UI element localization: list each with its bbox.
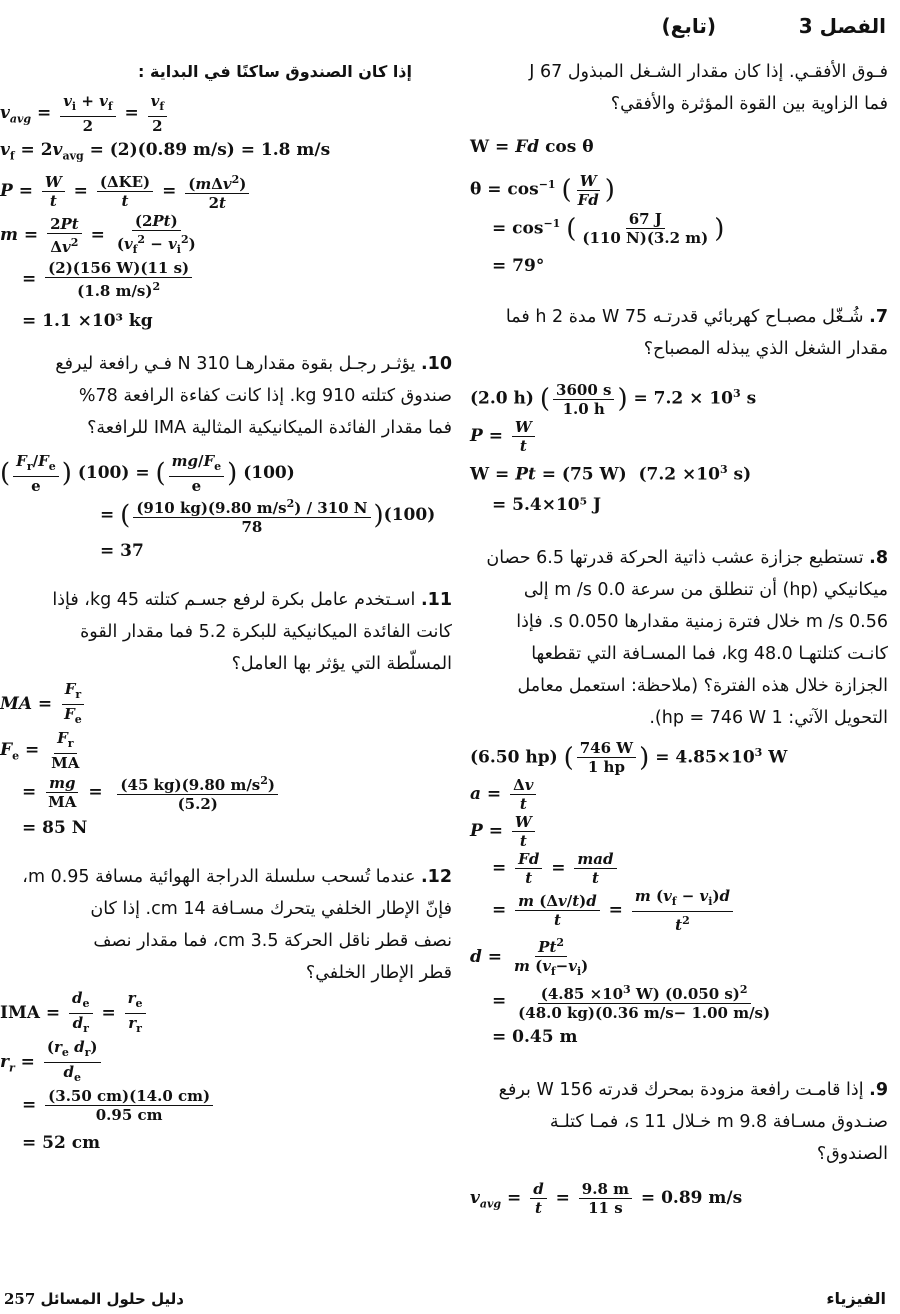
theta-equation-1: $\theta = \cos^{-1}$ ( $\frac{W}{Fd}$ )	[470, 171, 615, 209]
work-equation: W = Fd cos θ	[470, 137, 594, 157]
q8-power-conversion: (6.50 hp) ( $\frac{746 W}{1 hp}$ ) = $4.85\times 10^3$ W	[470, 739, 788, 777]
l-power-formula: P = $\frac{W}{t}$ = $\frac{\text{(ΔKE)}}{t}$ = $\frac{(m\Delta v^2)}{2t}$	[0, 171, 452, 212]
question-8-number: 8.	[869, 547, 888, 568]
question-7-line-2: مقدار الشغل الذي يبذله المصباح؟	[643, 339, 888, 360]
q9-vavg: $v_{avg}$ = $\frac{d}{t}$ = $\frac{9.8 m}{11 s}$ = 0.89 m/s	[470, 1180, 743, 1218]
question-8-line-5: الجزازة خلال هذه الفترة؟ (ملاحظة: استعمل معامل	[517, 675, 888, 696]
l10-result: = 37	[100, 541, 144, 562]
q7-time-conversion: (2.0 h) ( $\frac{3600 s}{1.0 h}$ ) = $7.2 \times 10^3$ s	[470, 380, 757, 418]
l12-result: = 52 cm	[22, 1133, 101, 1154]
question-8-line-4: كانـت كتلتهـا 48.0 kg، فما المسـافة التي تقطعها	[531, 643, 888, 664]
question-10-line-2: صندوق كتلته 910 kg. إذا كانت كفاءة الرافعة 78%	[78, 386, 452, 407]
question-11-line-3: المسلّطة التي يؤثر بها العامل؟	[231, 654, 452, 675]
question-10	[0, 348, 452, 380]
l-mass-formula: m = $\frac{2Pt}{\Delta v^2}$ = $\frac{(2Pt)}{(v_f^2 - v_i^2)}$	[0, 212, 196, 257]
q7-power-def: P = $\frac{W}{t}$	[470, 418, 888, 455]
question-9-line-3: الصندوق؟	[816, 1144, 888, 1165]
q8-distance-calc: = $\frac{(4.85 \times 10^3 W) (0.050 s)^2}{(48.0 kg)(0.36 m/s- 1.00 m/s)}$	[492, 983, 771, 1023]
question-12-line-1: عندما تُسحب سلسلة الدراجة الهوائية مسافة 0.95 m،	[22, 867, 416, 888]
right-column	[470, 56, 888, 1256]
l11-ma-formula: MA = $\frac{F_r}{F_e}$	[0, 680, 452, 729]
l12-rr-formula: $r_r$ = $\frac{(r_e d_r)}{d_e}$	[0, 1038, 452, 1087]
question-11	[0, 584, 452, 616]
question-7	[470, 301, 888, 333]
footer-text: دليل حلول المسائل	[40, 1290, 184, 1308]
l11-fe-calc: = $\frac{mg}{MA}$ = $\frac{(45 kg)(9.80 m/s^2)}{(5.2)}$	[0, 772, 452, 813]
question-10-number: 10.	[420, 354, 452, 375]
q7-work-calc: W = Pt = (75 W) ($7.2 \times 10^3$ s)	[470, 462, 752, 485]
l-mass-result: = 1.1 ×10³ kg	[22, 311, 153, 332]
l-vavg-formula: $v_{avg}$ = $\frac{v_i + v_f}{2}$ = $\frac{v_f}{2}$	[0, 92, 452, 135]
theta-equation-2: = $\cos^{-1}$ ( $\frac{67 J}{(110 N)(3.2 m)}$ )	[492, 210, 725, 248]
question-8-line-3: 0.56 m /s خلال فترة زمنية مقدارها 0.050 s. فإذا	[516, 611, 888, 632]
question-8-line-6: التحويل الآتي: 1 hp = 746 W).	[649, 707, 888, 728]
q8-power-expand-2: = $\frac{m (\Delta v/t)d}{t}$ = $\frac{m (v_f - v_i)d}{t^2}$	[470, 887, 888, 934]
footer-subject: الفيزياء	[826, 1289, 886, 1308]
l-vf-calc: $v_f = 2v_{avg} = (2)(0.89$ m/s) = 1.8 m/s	[0, 140, 331, 163]
q8-distance-formula: d = $\frac{Pt^2}{m (v_f-v_i)}$	[470, 936, 589, 979]
chapter-continued: (تابع)	[661, 14, 716, 38]
chapter-title: الفصل 3	[798, 14, 886, 38]
q7-result: = 5.4×10⁵ J	[492, 494, 602, 515]
page-header	[456, 8, 886, 48]
q8-result: = 0.45 m	[492, 1027, 578, 1048]
intro-line-1: فـوق الأفقـي. إذا كان مقدار الشـغل المبذول 67 J	[529, 62, 888, 82]
theta-result: = 79°	[492, 256, 545, 277]
question-11-number: 11.	[420, 590, 452, 611]
q8-accel-def: a = $\frac{\Delta v}{t}$	[470, 776, 888, 813]
l11-result: = 85 N	[22, 818, 88, 839]
question-12-line-2: فإنّ الإطار الخلفي يتحرك مسـافة 14 cm. إذا كان	[90, 899, 452, 920]
q8-power-expand-1: = $\frac{Fd}{t}$ = $\frac{\text{mad}}{t}$	[470, 850, 888, 887]
question-11-line-1: اسـتخدم عامل بكرة لرفع جسـم كتلته 45 kg، فإذا	[52, 590, 416, 611]
question-12	[0, 861, 452, 893]
question-11-line-2: كانت الفائدة الميكانيكية للبكرة 5.2 فما مقدار القوة	[80, 622, 452, 643]
question-12-line-3: نصف قطر ناقل الحركة 3.5 cm، فما مقدار نصف	[93, 931, 452, 952]
question-8	[470, 542, 888, 574]
question-10-line-3: فما مقدار الفائدة الميكانيكية المثالية IMA للرافعة؟	[87, 418, 452, 439]
l11-fe-formula: $F_e$ = $\frac{F_r}{MA}$	[0, 729, 80, 773]
l10-ima-formula: ( $\frac{F_r/F_e}{e}$ ) (100) = ( $\frac{mg/F_e}{e}$ ) (100)	[0, 452, 295, 496]
question-9-number: 9.	[869, 1080, 888, 1101]
intro-line-2: فما الزاوية بين القوة المؤثرة والأفقي؟	[610, 94, 888, 114]
box-at-rest-note: إذا كان الصندوق ساكنًا في البداية :	[138, 62, 412, 81]
l12-rr-calc: = $\frac{(3.50 cm)(14.0 cm)}{0.95 cm}$	[0, 1087, 452, 1124]
l12-ima-formula: IMA = $\frac{d_e}{d_r}$ = $\frac{r_e}{r_r}$	[0, 989, 452, 1038]
footer-page	[4, 1290, 184, 1308]
q8-power-def: P = $\frac{W}{t}$	[470, 813, 888, 850]
question-12-number: 12.	[420, 867, 452, 888]
left-column	[0, 56, 452, 1256]
question-8-line-1: تستطيع جزازة عشب ذاتية الحركة قدرتها 6.5 حصان	[486, 547, 864, 568]
question-7-line-1: شُـغّل مصبـاح كهربائي قدرتـه 75 W مدة 2 h فما	[505, 307, 864, 328]
l10-ima-calc: = ( $\frac{(910 kg)(9.80 m/s^2) / 310 N}{78}$ )(100)	[100, 497, 436, 537]
question-9-line-1: إذا قامـت رافعة مزودة بمحرك قدرته 156 W برفع	[498, 1080, 864, 1101]
question-7-number: 7.	[869, 307, 888, 328]
question-10-line-1: يؤثـر رجـل بقوة مقدارهـا 310 N فـي رافعة ليرفع	[55, 354, 416, 375]
question-12-line-4: قطر الإطار الخلفي؟	[305, 963, 452, 984]
page-number: 257	[4, 1290, 36, 1308]
question-9-line-2: صنـدوق مسـافة 9.8 m خـلال 11 s، فمـا كتلـة	[549, 1112, 888, 1133]
l-mass-calc: = $\frac{(2)(156 W)(11 s)}{(1.8 m/s)^2}$	[0, 259, 452, 300]
question-8-line-2: ميكانيكي (hp) أن تنطلق من سرعة 0.0 m /s إلى	[523, 579, 888, 600]
question-9	[470, 1074, 888, 1106]
